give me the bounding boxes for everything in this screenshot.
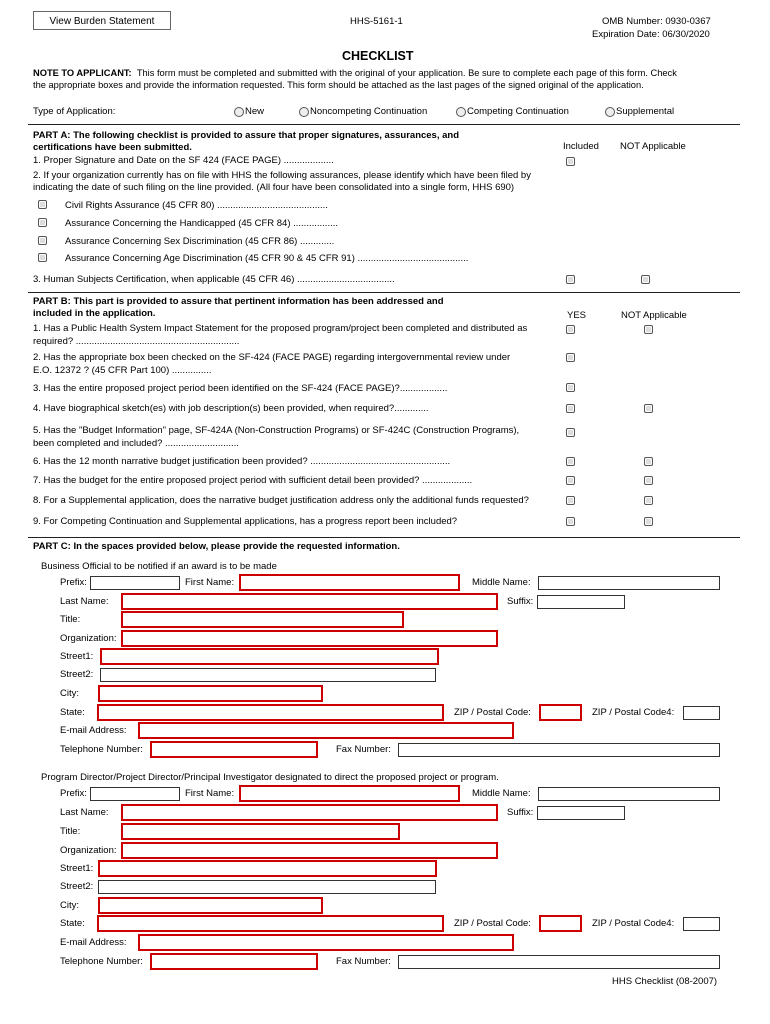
col-not-applicable: NOT Applicable: [620, 141, 686, 152]
pd-suffix-label: Suffix:: [507, 807, 534, 818]
bo-suffix-label: Suffix:: [507, 596, 534, 607]
bo-prefix-input[interactable]: [90, 576, 180, 590]
pd-zip-input[interactable]: [539, 915, 582, 932]
radio-supplemental-label: Supplemental: [616, 106, 675, 117]
page-title: CHECKLIST: [342, 49, 414, 63]
checkbox-b9-na[interactable]: [644, 517, 653, 526]
part-a-item-3: 3. Human Subjects Certification, when applicable (45 CFR 46) .....................................: [33, 274, 395, 285]
bo-prefix-label: Prefix:: [60, 577, 87, 588]
assurance-age-discrimination: Assurance Concerning Age Discrimination (45 CFR 90 & 45 CFR 91) ..........................................: [65, 253, 469, 264]
pd-first-name-label: First Name:: [185, 788, 235, 799]
business-official-heading: Business Official to be notified if an award is to be made: [41, 561, 277, 572]
view-burden-statement-button[interactable]: View Burden Statement: [33, 11, 171, 30]
part-a-item-1: 1. Proper Signature and Date on the SF 424 (FACE PAGE) ...................: [33, 155, 334, 166]
col-yes: YES: [567, 310, 587, 321]
bo-state-label: State:: [60, 707, 85, 718]
bo-zip4-label: ZIP / Postal Code4:: [592, 707, 675, 718]
divider: [28, 537, 740, 538]
part-b-q8: 8. For a Supplemental application, does the narrative budget justification address only the additional funds requested?: [33, 495, 529, 506]
bo-city-input[interactable]: [98, 685, 323, 702]
radio-supplemental[interactable]: [605, 107, 615, 117]
pd-street1-input[interactable]: [98, 860, 437, 877]
pd-street2-label: Street2:: [60, 881, 94, 892]
part-b-q5b: been completed and included? ............................: [33, 438, 239, 449]
part-a-item-2a: 2. If your organization currently has on file with HHS the following assurances, please identify which have been filed by: [33, 170, 531, 181]
omb-number: OMB Number: 0930-0367: [602, 16, 711, 27]
pd-telephone-label: Telephone Number:: [60, 956, 143, 967]
bo-state-input[interactable]: [97, 704, 444, 721]
checkbox-b8-yes[interactable]: [566, 496, 575, 505]
checkbox-age-discrimination[interactable]: [38, 253, 47, 262]
pd-state-input[interactable]: [97, 915, 444, 932]
part-b-q9: 9. For Competing Continuation and Supplemental applications, has a progress report been included?: [33, 516, 458, 527]
bo-street2-label: Street2:: [60, 669, 94, 680]
note-text-2: the appropriate boxes and provide the information requested. This form should be attached as the last pages of the signed original of the application.: [33, 80, 644, 90]
pd-middle-name-input[interactable]: [538, 787, 720, 801]
bo-middle-name-input[interactable]: [538, 576, 720, 590]
pd-prefix-label: Prefix:: [60, 788, 87, 799]
bo-zip4-input[interactable]: [683, 706, 720, 720]
pd-fax-input[interactable]: [398, 955, 720, 969]
pd-zip4-label: ZIP / Postal Code4:: [592, 918, 675, 929]
checkbox-b1-yes[interactable]: [566, 325, 575, 334]
radio-competing-label: Competing Continuation: [467, 106, 569, 117]
part-a-item-2b: indicating the date of such filing on the line provided. (All four have been consolidated into a single form, HHS 690): [33, 182, 515, 193]
checkbox-b6-na[interactable]: [644, 457, 653, 466]
pd-fax-label: Fax Number:: [336, 956, 391, 967]
part-b-q1b: required? ..............................................................: [33, 336, 240, 347]
assurance-civil-rights: Civil Rights Assurance (45 CFR 80) ..........................................: [65, 200, 328, 211]
pd-street2-input[interactable]: [98, 880, 436, 894]
part-b-q3: 3. Has the entire proposed project period been identified on the SF-424 (FACE PAGE)?..................: [33, 383, 448, 394]
part-b-q1a: 1. Has a Public Health System Impact Statement for the proposed program/project been completed and distributed as: [33, 323, 528, 334]
pd-title-label: Title:: [60, 826, 81, 837]
bo-first-name-input[interactable]: [239, 574, 460, 591]
bo-email-label: E-mail Address:: [60, 725, 127, 736]
bo-last-name-input[interactable]: [121, 593, 498, 610]
radio-competing[interactable]: [456, 107, 466, 117]
checkbox-b7-na[interactable]: [644, 476, 653, 485]
part-a-heading-1: PART A: The following checklist is provided to assure that proper signatures, assurances, and: [33, 130, 460, 141]
part-b-q5a: 5. Has the "Budget Information" page, SF-424A (Non-Construction Programs) or SF-424C (Construction Programs),: [33, 425, 520, 436]
checkbox-a3-included[interactable]: [566, 275, 575, 284]
bo-zip-label: ZIP / Postal Code:: [454, 707, 531, 718]
bo-city-label: City:: [60, 688, 79, 699]
bo-organization-input[interactable]: [121, 630, 498, 647]
radio-noncompeting-label: Noncompeting Continuation: [310, 106, 428, 117]
bo-fax-input[interactable]: [398, 743, 720, 757]
checkbox-a3-na[interactable]: [641, 275, 650, 284]
bo-suffix-input[interactable]: [537, 595, 625, 609]
bo-email-input[interactable]: [138, 722, 514, 739]
pd-organization-label: Organization:: [60, 845, 117, 856]
checkbox-b6-yes[interactable]: [566, 457, 575, 466]
checkbox-sex-discrimination[interactable]: [38, 236, 47, 245]
note-label: NOTE TO APPLICANT:: [33, 68, 132, 78]
assurance-handicapped: Assurance Concerning the Handicapped (45 CFR 84) .................: [65, 218, 338, 229]
pd-last-name-input[interactable]: [121, 804, 498, 821]
pd-zip-label: ZIP / Postal Code:: [454, 918, 531, 929]
checkbox-b3-yes[interactable]: [566, 383, 575, 392]
pd-middle-name-label: Middle Name:: [472, 788, 531, 799]
pd-telephone-input[interactable]: [150, 953, 318, 970]
bo-telephone-input[interactable]: [150, 741, 318, 758]
note-line-1: [33, 68, 677, 78]
radio-new-label: New: [245, 106, 265, 117]
bo-street2-input[interactable]: [100, 668, 436, 682]
checkbox-b4-yes[interactable]: [566, 404, 575, 413]
radio-new[interactable]: [234, 107, 244, 117]
checkbox-b9-yes[interactable]: [566, 517, 575, 526]
expiration-date: Expiration Date: 06/30/2020: [592, 29, 710, 40]
checkbox-b1-na[interactable]: [644, 325, 653, 334]
checkbox-b5-yes[interactable]: [566, 428, 575, 437]
bo-last-name-label: Last Name:: [60, 596, 109, 607]
checkbox-b4-na[interactable]: [644, 404, 653, 413]
bo-telephone-label: Telephone Number:: [60, 744, 143, 755]
pd-first-name-input[interactable]: [239, 785, 460, 802]
pd-city-label: City:: [60, 900, 79, 911]
pd-organization-input[interactable]: [121, 842, 498, 859]
part-b-q2b: E.O. 12372 ? (45 CFR Part 100) ...............: [33, 365, 212, 376]
pd-last-name-label: Last Name:: [60, 807, 109, 818]
pd-state-label: State:: [60, 918, 85, 929]
bo-street1-label: Street1:: [60, 651, 94, 662]
checkbox-handicapped[interactable]: [38, 218, 47, 227]
pd-zip4-input[interactable]: [683, 917, 720, 931]
checkbox-civil-rights[interactable]: [38, 200, 47, 209]
part-b-q4: 4. Have biographical sketch(es) with job description(s) been provided, when required?.............: [33, 403, 429, 414]
form-number: HHS-5161-1: [350, 16, 403, 27]
program-director-heading: Program Director/Project Director/Principal Investigator designated to direct the proposed project or program.: [41, 772, 499, 783]
checkbox-b7-yes[interactable]: [566, 476, 575, 485]
bo-fax-label: Fax Number:: [336, 744, 391, 755]
pd-email-label: E-mail Address:: [60, 937, 127, 948]
part-b-heading-1: PART B: This part is provided to assure that pertinent information has been addressed and: [33, 296, 444, 307]
bo-title-input[interactable]: [121, 611, 404, 628]
part-b-q7: 7. Has the budget for the entire proposed project period with sufficient detail been provided? ...................: [33, 475, 473, 486]
pd-city-input[interactable]: [98, 897, 323, 914]
checkbox-b2-yes[interactable]: [566, 353, 575, 362]
col-not-applicable: NOT Applicable: [621, 310, 687, 321]
col-included: Included: [563, 141, 599, 152]
pd-suffix-input[interactable]: [537, 806, 625, 820]
part-a-heading-2: certifications have been submitted.: [33, 142, 192, 153]
checkbox-a1-included[interactable]: [566, 157, 575, 166]
bo-first-name-label: First Name:: [185, 577, 235, 588]
application-type-label: Type of Application:: [33, 106, 116, 117]
divider: [28, 124, 740, 125]
assurance-sex-discrimination: Assurance Concerning Sex Discrimination (45 CFR 86) .............: [65, 236, 335, 247]
pd-email-input[interactable]: [138, 934, 514, 951]
part-b-q2a: 2. Has the appropriate box been checked on the SF-424 (FACE PAGE) regarding intergovernmental review under: [33, 352, 511, 363]
pd-title-input[interactable]: [121, 823, 400, 840]
radio-noncompeting[interactable]: [299, 107, 309, 117]
part-b-q6: 6. Has the 12 month narrative budget justification been provided? .....................................................: [33, 456, 451, 467]
bo-organization-label: Organization:: [60, 633, 117, 644]
bo-street1-input[interactable]: [100, 648, 439, 665]
note-text-1: This form must be completed and submitted with the original of your application. Be sure to complete each page of this form. Check: [136, 68, 677, 78]
part-c-heading: PART C: In the spaces provided below, please provide the requested information.: [33, 541, 400, 552]
bo-title-label: Title:: [60, 614, 81, 625]
pd-prefix-input[interactable]: [90, 787, 180, 801]
checkbox-b8-na[interactable]: [644, 496, 653, 505]
bo-zip-input[interactable]: [539, 704, 582, 721]
part-b-heading-2: included in the application.: [33, 308, 156, 319]
footer-form-id: HHS Checklist (08-2007): [612, 976, 718, 987]
bo-middle-name-label: Middle Name:: [472, 577, 531, 588]
pd-street1-label: Street1:: [60, 863, 94, 874]
divider: [28, 292, 740, 293]
